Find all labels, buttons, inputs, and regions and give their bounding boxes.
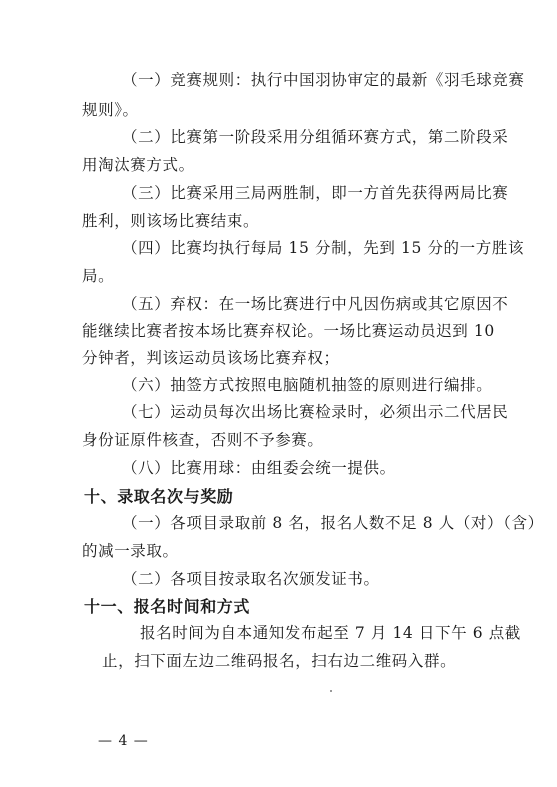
- award-1-line-1: （一）各项目录取前 8 名，报名人数不足 8 人（对）（含）: [122, 514, 544, 532]
- rule-3-line-2: 胜利，则该场比赛结束。: [82, 212, 260, 230]
- section-10-heading: 十、录取名次与奖励: [84, 487, 234, 506]
- registration-line-1: 报名时间为自本通知发布起至 7 月 14 日下午 6 点截: [140, 624, 521, 642]
- registration-line-2: 止，扫下面左边二维码报名，扫右边二维码入群。: [102, 652, 457, 670]
- rule-1-line-1: （一）竞赛规则：执行中国羽协审定的最新《羽毛球竞赛: [122, 71, 525, 89]
- rule-2-line-2: 用淘汰赛方式。: [82, 156, 195, 174]
- rule-3-line-1: （三）比赛采用三局两胜制，即一方首先获得两局比赛: [122, 184, 509, 202]
- scan-speck: [330, 690, 332, 692]
- rule-2-line-1: （二）比赛第一阶段采用分组循环赛方式，第二阶段采: [122, 128, 509, 146]
- rule-5-line-1: （五）弃权：在一场比赛进行中凡因伤病或其它原因不: [122, 295, 509, 313]
- rule-7-line-2: 身份证原件核查，否则不予参赛。: [82, 431, 324, 449]
- rule-5-line-2: 能继续比赛者按本场比赛弃权论。一场比赛运动员迟到 10: [82, 322, 495, 340]
- award-1-line-2: 的减一录取。: [82, 542, 179, 560]
- rule-4-line-1: （四）比赛均执行每局 15 分制，先到 15 分的一方胜该: [122, 239, 525, 257]
- rule-8-line: （八）比赛用球：由组委会统一提供。: [122, 459, 396, 477]
- page-number: — 4 —: [98, 733, 149, 749]
- rule-7-line-1: （七）运动员每次出场比赛检录时，必须出示二代居民: [122, 403, 509, 421]
- rule-5-line-3: 分钟者，判该运动员该场比赛弃权；: [82, 349, 340, 367]
- section-11-heading: 十一、报名时间和方式: [84, 597, 251, 616]
- rule-4-line-2: 局。: [82, 267, 115, 285]
- rule-6-line: （六）抽签方式按照电脑随机抽签的原则进行编排。: [122, 376, 493, 394]
- award-2-line: （二）各项目按录取名次颁发证书。: [122, 570, 380, 588]
- rule-1-line-2: 规则》。: [82, 101, 139, 119]
